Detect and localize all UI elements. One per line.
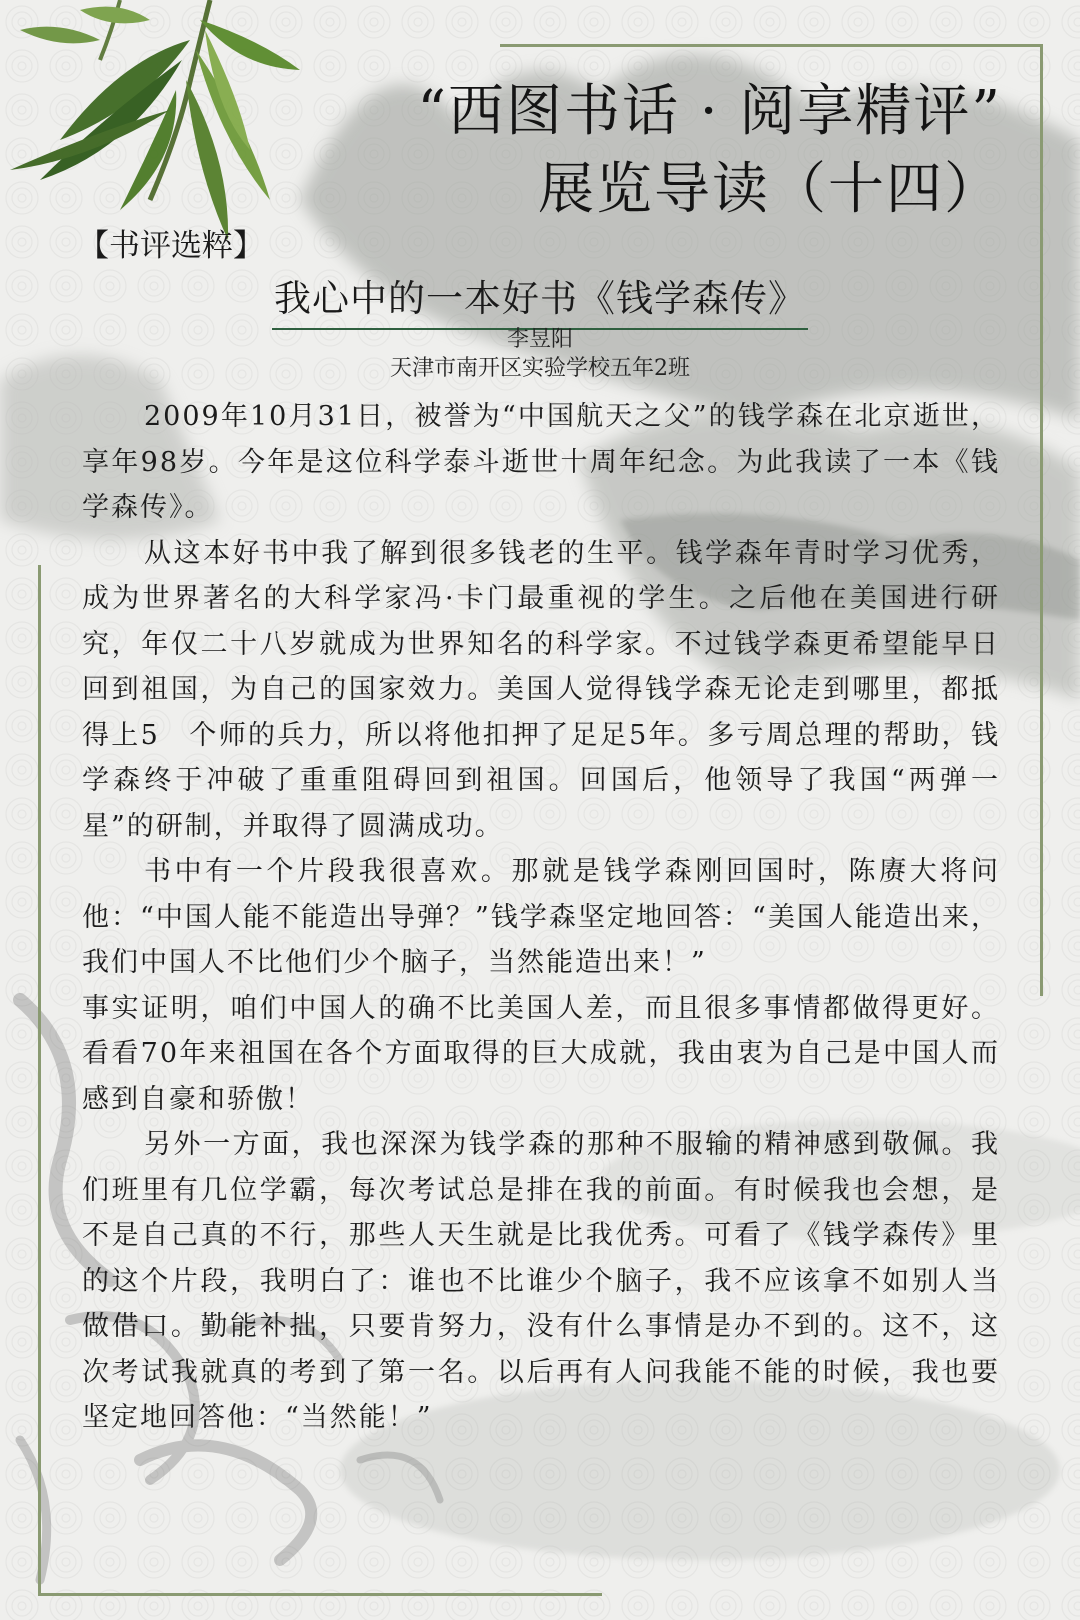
- article-body: [82, 394, 1000, 1441]
- frame-line-right: [1040, 44, 1043, 996]
- author-school: 天津市南开区实验学校五年2班: [390, 356, 690, 381]
- exhibition-title: “西图书话 · 阅享精评”: [417, 79, 1002, 144]
- frame-line-top: [500, 44, 1042, 47]
- section-tag: 【书评选粹】: [78, 228, 264, 264]
- author-name: 李昱阳: [506, 327, 573, 352]
- paragraph: 事实证明，咱们中国人的确不比美国人差，而且很多事情都做得更好。看看70年来祖国在各个方面取得的巨大成就，我由衷为自己是中国人而感到自豪和骄傲！: [82, 992, 1000, 1115]
- article-title-wrapper: [0, 268, 1080, 330]
- paragraph: 2009年10月31日，被誉为“中国航天之父”的钱学森在北京逝世，享年98岁。今年是这位科学泰斗逝世十周年纪念。为此我读了一本《钱学森传》。: [82, 401, 1000, 523]
- paragraph: 从这本好书中我了解到很多钱老的生平。钱学森年青时学习优秀，成为世界著名的大科学家冯·卡门最重视的学生。之后他在美国进行研究，年仅二十八岁就成为世界知名的科学家。不过钱学森更希望能早日回到祖国，为自己的国家效力。美国人觉得钱学森无论走到哪里，都抵得上5 个师的兵力，所以将他扣押了足足5年。多亏周总理的帮助，钱学森终于冲破了重重阻碍回到祖国。回国后，他领导了我国“两弹一星”的研制，并取得了圆满成功。: [82, 537, 1000, 842]
- exhibition-subtitle: 展览导读（十四）: [538, 157, 1002, 222]
- frame-line-bottom: [38, 1593, 602, 1596]
- article-title: 我心中的一本好书《钱学森传》: [272, 268, 808, 330]
- paragraph: 书中有一个片段我很喜欢。那就是钱学森刚回国时，陈赓大将问他：“中国人能不能造出导弹？”钱学森坚定地回答：“美国人能造出来，我们中国人不比他们少个脑子，当然能造出来！”: [82, 856, 1000, 978]
- paragraph: 另外一方面，我也深深为钱学森的那种不服输的精神感到敬佩。我们班里有几位学霸，每次考试总是排在我的前面。有时候我也会想，是不是自己真的不行，那些人天生就是比我优秀。可看了《钱学森传》里的这个片段，我明白了：谁也不比谁少个脑子，我不应该拿不如别人当做借口。勤能补拙，只要肯努力，没有什么事情是办不到的。这不，这次考试我就真的考到了第一名。以后再有人问我能不能的时候，我也要坚定地回答他：“当然能！”: [82, 1129, 1000, 1433]
- frame-line-left: [38, 565, 41, 1595]
